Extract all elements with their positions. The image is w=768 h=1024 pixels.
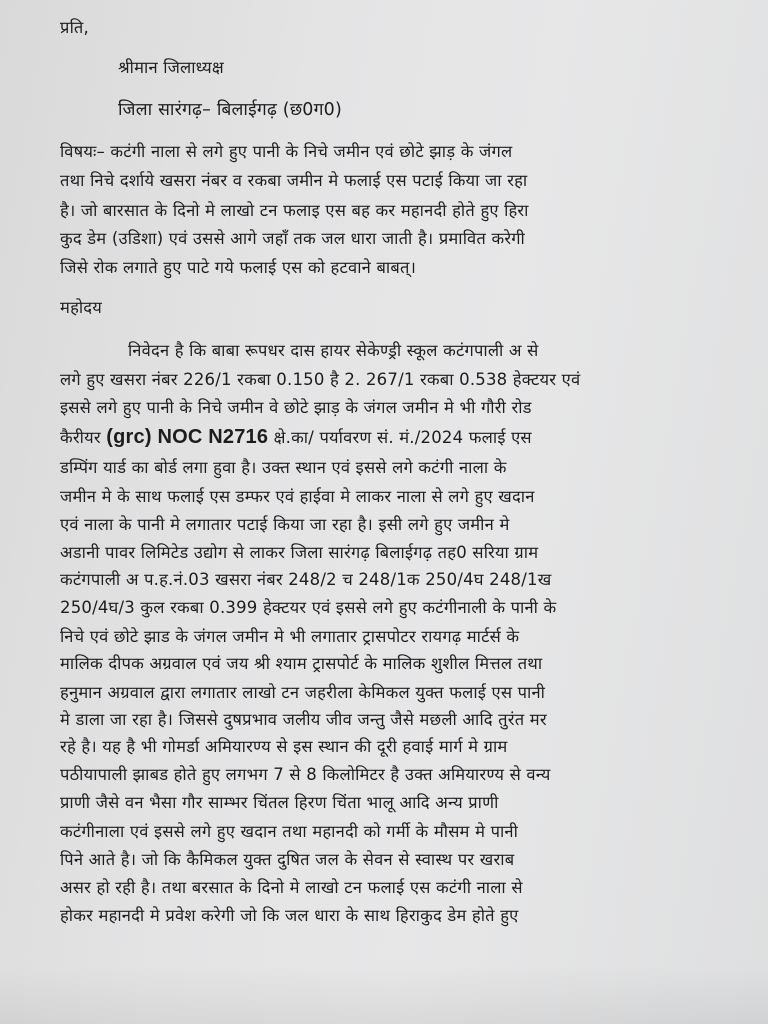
body-line: निचे एवं छोटे झाड के जंगल जमीन मे भी लगातार ट्रासपोटर रायगढ़ मार्टर्स के [60, 627, 520, 646]
body-line: असर हो रही है। तथा बरसात के दिनो मे लाखो टन फलाई एस कटंगी नाला से [60, 878, 523, 897]
recipient-district: जिला सारंगढ़– बिलाईगढ़ (छ0ग0) [118, 100, 343, 120]
subject-line: है। जो बारसात के दिनो मे लाखो टन फलाइ एस बह कर महानदी होते हुए हिरा [60, 201, 529, 220]
subject-line: विषयः– कटंगी नाला से लगे हुए पानी के निचे जमीन एवं छोटे झाड़ के जंगल [60, 142, 513, 161]
body-text: कैरीयर [60, 428, 101, 447]
page-shadow [0, 964, 768, 1024]
body-line: निवेदन है कि बाबा रूपधर दास हायर सेकेण्ड्री स्कूल कटंगपाली अ से [128, 341, 539, 360]
body-line: डम्पिंग यार्ड का बोर्ड लगा हुवा है। उक्त स्थान एवं इससे लगे कटंगी नाला के [60, 458, 507, 477]
body-line: पठीयापाली झाबड होते हुए लगभग 7 से 8 किलोमिटर है उक्त अमियारण्य से वन्य [60, 765, 551, 784]
body-line: मे डाला जा रहा है। जिससे दुषप्रभाव जलीय जीव जन्तु जैसे मछली आदि तुरंत मर [60, 710, 547, 729]
body-line: 250/4घ/3 कुल रकबा 0.399 हेक्टयर एवं इससे लगे हुए कटंगीनाली के पानी के [60, 598, 557, 617]
body-line [60, 427, 532, 448]
body-line: कटंगपाली अ प.ह.नं.03 खसरा नंबर 248/2 च 248/1क 250/4घ 248/1ख [60, 570, 552, 589]
subject-line: कुद डेम (उडिशा) एवं उससे आगे जहाँ तक जल धारा जाती है। प्रमावित करेगी [60, 229, 526, 248]
greeting: महोदय [60, 298, 103, 317]
body-text: क्षे.का/ पर्यावरण सं. मं./2024 फलाई एस [273, 428, 532, 447]
noc-reference: (grc) NOC N2716 [106, 426, 269, 448]
body-line: हनुमान अग्रवाल द्वारा लगातार लाखो टन जहरीला केमिकल युक्त फलाई एस पानी [60, 683, 546, 702]
body-line: मालिक दीपक अग्रवाल एवं जय श्री श्याम ट्रासपोर्ट के मालिक शुशील मित्तल तथा [60, 654, 543, 673]
body-line: अडानी पावर लिमिटेड उद्योग से लाकर जिला सारंगढ़ बिलाईगढ़ तह0 सरिया ग्राम [60, 543, 539, 562]
body-line: इससे लगे हुए पानी के निचे जमीन वे छोटे झाड़ के जंगल जमीन मे भी गौरी रोड [60, 398, 532, 417]
body-line: कटंगीनाला एवं इससे लगे हुए खदान तथा महानदी को गर्मी के मौसम मे पानी [60, 822, 519, 841]
body-line: जमीन मे के साथ फलाई एस डम्फर एवं हाईवा मे लाकर नाला से लगे हुए खदान [60, 487, 535, 506]
body-line: एवं नाला के पानी मे लगातार पटाई किया जा रहा है। इसी लगे हुए जमीन मे [60, 515, 510, 534]
subject-line: जिसे रोक लगाते हुए पाटे गये फलाई एस को हटवाने बाबत्। [60, 258, 417, 277]
body-line: प्राणी जैसे वन भैसा गौर साम्भर चिंतल हिरण चिंता भालू आदि अन्य प्राणी [60, 793, 499, 812]
recipient-title: श्रीमान जिलाध्यक्ष [118, 58, 224, 77]
body-line: लगे हुए खसरा नंबर 226/1 रकबा 0.150 है 2. 267/1 रकबा 0.538 हेक्टयर एवं [60, 370, 581, 389]
body-line: रहे है। यह है भी गोमर्डा अमियारण्य से इस स्थान की दूरी हवाई मार्ग मे ग्राम [60, 737, 508, 756]
salutation: प्रति, [60, 18, 89, 37]
body-line: होकर महानदी मे प्रवेश करेगी जो कि जल धारा के साथ हिराकुद डेम होते हुए [60, 906, 519, 925]
body-line: पिने आते है। जो कि कैमिकल युक्त दुषित जल के सेवन से स्वास्थ पर खराब [60, 850, 515, 869]
subject-line: तथा निचे दर्शाये खसरा नंबर व रकबा जमीन मे फलाई एस पटाई किया जा रहा [60, 171, 528, 190]
